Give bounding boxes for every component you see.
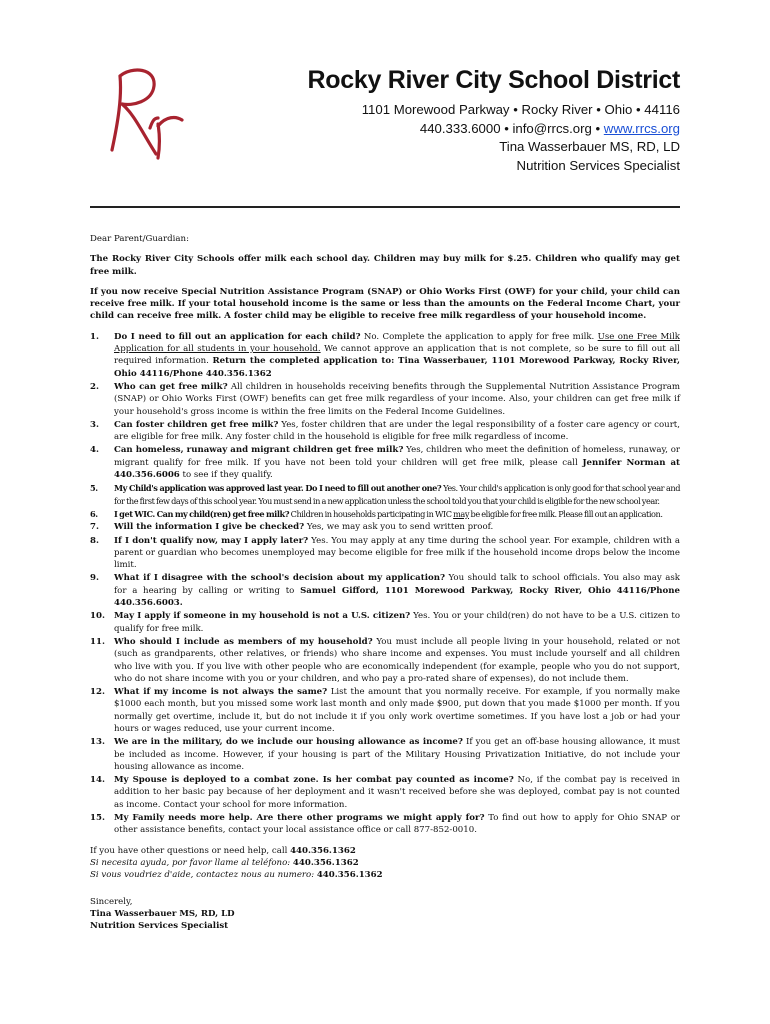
help-contacts bbox=[90, 845, 680, 882]
salutation: Dear Parent/Guardian: bbox=[90, 234, 189, 244]
rrcs-logo bbox=[98, 62, 190, 162]
letter-body bbox=[90, 233, 680, 932]
signoff bbox=[90, 896, 680, 933]
signer-title: Nutrition Services Specialist bbox=[90, 921, 229, 932]
logo-text: Rr bbox=[98, 62, 100, 63]
phone-email: 440.333.6000 • info@rrcs.org • bbox=[419, 120, 604, 136]
website-link[interactable]: www.rrcs.org bbox=[603, 120, 680, 136]
faq-item: 12. What if my income is not always the same? List the amount that you normally receive. For example, if you normally make $1000 each month, but you missed some work last month and only made $900, put down that you made $1000 per month. If you normally get overtime, include it, but do not include it if you only work overtime sometimes. If you have lost a job or had your hours or wages reduced, use your current income. bbox=[90, 687, 680, 734]
faq-question: May I apply if someone in my household is not a U.S. citizen? bbox=[114, 611, 411, 622]
faq-item: 10. May I apply if someone in my household is not a U.S. citizen? Yes. You or your child(ren) do not have to be a U.S. citizen to qualify for free milk. bbox=[90, 611, 681, 634]
faq-question: We are in the military, do we include our housing allowance as income? bbox=[114, 737, 463, 748]
intro-paragraph-2: If you now receive Special Nutrition Assistance Program (SNAP) or Ohio Works First (OWF) for your child, your child can receive free milk. If your total household income is the same or less than the amounts on the Federal Income Chart, your child can receive free milk. A foster child may be eligible to receive free milk regardless of your household income. bbox=[90, 286, 680, 322]
faq-question: What if my income is not always the same? bbox=[114, 687, 328, 698]
faq-item: 15. My Family needs more help. Are there other programs we might apply for? To find out how to apply for Ohio SNAP or other assistance benefits, contact your local assistance office or call 877-852-0010. bbox=[90, 813, 680, 836]
faq-question: Who should I include as members of my household? bbox=[114, 636, 373, 647]
faq-question: Can homeless, runaway and migrant children get free milk? bbox=[114, 445, 404, 456]
faq-item: 6. I get WIC. Can my child(ren) get free milk? Children in households participating in WIC may be eligible for free milk. Please fill out an application. bbox=[90, 508, 663, 519]
faq-item: 11. Who should I include as members of my household? You must include all people living in your household, related or not (such as grandparents, other relatives, or friends) who share income and expenses. You must include yourself and all children who live with you. If you live with other people who are economically independent (for example, people who you do not support, who do not share income with you or your children, and who pay a pro-rated share of expenses), do not include them. bbox=[90, 636, 680, 684]
closing: Sincerely, bbox=[90, 896, 133, 907]
faq-item: 5. My Child's application was approved last year. Do I need to fill out another one? Yes. Your child's application is only good for that school year and for the first few days of this school year. You must send in a new application unless the school told you that your child is eligible for the new school year. bbox=[90, 483, 681, 506]
faq-question: Do I need to fill out an application for each child? bbox=[114, 331, 361, 342]
contact-title: Nutrition Services Specialist bbox=[516, 157, 680, 173]
faq-item: 1. Do I need to fill out an application for each child? No. Complete the application to apply for free milk. Use one Free Milk Application for all students in your household. We cannot approve an application that is not complete, so be sure to fill out all required information. Return the completed application to: Tina Wasserbauer, 1101 Morewood Parkway, Rocky River, Ohio 44116/Phone 440.356.1362 bbox=[90, 331, 680, 379]
faq-item: 13. We are in the military, do we include our housing allowance as income? If you get an off-base housing allowance, it must be included as income. However, if your housing is part of the Military Housing Privatization Initiative, do not include your housing allowance as income. bbox=[90, 737, 681, 772]
faq-item: 3. Can foster children get free milk? Yes, foster children that are under the legal responsibility of a foster care agency or court, are eligible for free milk. Any foster child in the household is eligible for free milk regardless of income. bbox=[90, 419, 680, 443]
signer-name: Tina Wasserbauer MS, RD, LD bbox=[90, 908, 235, 919]
faq-item: 2. Who can get free milk? All children in households receiving benefits through the Supplemental Nutrition Assistance Program (SNAP) or Ohio Works First (OWF) benefits can get free milk regardless of your income. Also, your children can get free milk if your household's gross income is within the free limits on the Federal Income Guidelines. bbox=[90, 381, 680, 417]
faq-list bbox=[90, 331, 680, 837]
letterhead bbox=[308, 66, 680, 175]
faq-question: Can foster children get free milk? bbox=[114, 419, 279, 430]
faq-question: My Child's application was approved last year. Do I need to fill out another one? bbox=[114, 483, 442, 494]
faq-question: Will the information I give be checked? bbox=[114, 522, 305, 533]
faq-item: 4. Can homeless, runaway and migrant children get free milk? Yes, children who meet the definition of homeless, runaway, or migrant qualify for free milk. If you have not been told your children will get free milk, please call Jennifer Norman at 440.356.6006 to see if they qualify. bbox=[90, 445, 680, 481]
faq-question: My Spouse is deployed to a combat zone. Is her combat pay counted as income? bbox=[114, 775, 514, 786]
district-contact bbox=[308, 120, 680, 139]
faq-question: If I don't qualify now, may I apply later? bbox=[114, 535, 309, 546]
faq-item: 9. What if I disagree with the school's decision about my application? You should talk to school officials. You also may ask for a hearing by calling or writing to Samuel Gifford, 1101 Morewood Parkway, Rocky River, Ohio 44116/Phone 440.356.6003. bbox=[90, 573, 680, 609]
faq-question: I get WIC. Can my child(ren) get free milk? bbox=[114, 508, 290, 519]
faq-question: My Family needs more help. Are there other programs we might apply for? bbox=[114, 813, 485, 824]
help-french: Si vous voudriez d'aide, contactez nous au numero: 440.356.1362 bbox=[90, 870, 383, 881]
help-spanish: Si necesita ayuda, por favor llame al teléfono: 440.356.1362 bbox=[90, 857, 359, 868]
faq-item: 14. My Spouse is deployed to a combat zone. Is her combat pay counted as income? No, if the combat pay is received in addition to her basic pay because of her deployment and it wasn't received before she was deployed, combat pay is not counted as income. Contact your school for more information. bbox=[90, 775, 680, 810]
faq-item: 7. Will the information I give be checked? Yes, we may ask you to send written proof. bbox=[90, 522, 494, 533]
district-address: 1101 Morewood Parkway • Rocky River • Ohio • 44116 bbox=[361, 102, 680, 117]
header-divider bbox=[90, 206, 680, 208]
intro-paragraph-1: The Rocky River City Schools offer milk each school day. Children may buy milk for $.25. Children who qualify may get free milk. bbox=[90, 254, 680, 277]
faq-question: Who can get free milk? bbox=[114, 381, 228, 392]
help-english: If you have other questions or need help, call 440.356.1362 bbox=[90, 845, 356, 856]
faq-item: 8. If I don't qualify now, may I apply later? Yes. You may apply at any time during the school year. For example, children with a parent or guardian who becomes unemployed may become eligible for free milk if the household income drops below the income limit. bbox=[90, 535, 681, 571]
district-name: Rocky River City School District bbox=[307, 66, 680, 94]
faq-question: What if I disagree with the school's decision about my application? bbox=[114, 573, 445, 584]
contact-person: Tina Wasserbauer MS, RD, LD bbox=[499, 139, 680, 154]
